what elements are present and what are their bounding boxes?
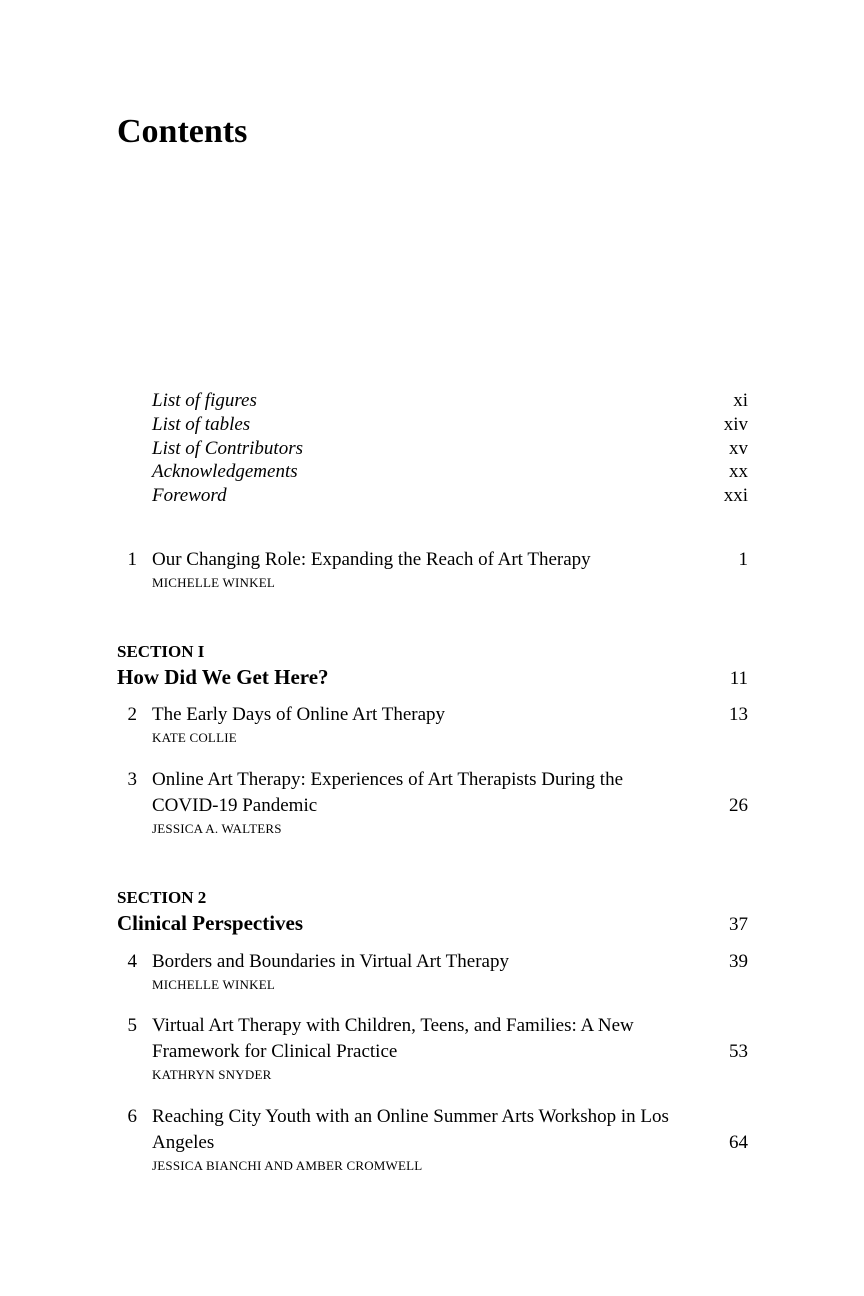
chapter-entry: [117, 767, 748, 837]
chapter-author: JESSICA BIANCHI AND AMBER CROMWELL: [152, 1158, 423, 1173]
chapter-entry: [117, 702, 748, 746]
chapter-page: 64: [729, 1132, 748, 1153]
chapter-author: MICHELLE WINKEL: [152, 977, 275, 992]
chapter-title: Our Changing Role: Expanding the Reach of Art Therapy: [152, 549, 591, 570]
chapter-author: KATHRYN SNYDER: [152, 1067, 272, 1082]
section-label: SECTION 2: [117, 888, 207, 907]
front-matter-item: [152, 413, 748, 437]
section-title: How Did We Get Here?: [117, 665, 329, 689]
section-page: 37: [729, 914, 748, 935]
front-matter-title: List of Contributors: [152, 437, 303, 459]
chapter-number: 2: [127, 704, 137, 725]
chapter-title: Reaching City Youth with an Online Summer Arts Workshop in Los Angeles: [152, 1106, 669, 1153]
front-matter-title: Foreword: [152, 485, 227, 507]
chapter-title: Borders and Boundaries in Virtual Art Therapy: [152, 951, 509, 972]
front-matter-list: [152, 389, 748, 508]
chapter-number: 1: [127, 549, 137, 570]
front-matter-item: [152, 484, 748, 508]
chapter-page: 1: [738, 549, 748, 570]
chapter-number: 6: [127, 1106, 137, 1127]
front-matter-item: [152, 389, 748, 413]
front-matter-page: xv: [729, 437, 748, 459]
chapter-number: 4: [127, 951, 137, 972]
chapter-page: 53: [729, 1041, 748, 1062]
chapter-entry: [117, 949, 748, 993]
chapter-title: Online Art Therapy: Experiences of Art Therapists During the COVID-19 Pandemic: [152, 769, 624, 816]
chapter-page: 13: [729, 704, 748, 725]
section-heading: [117, 888, 748, 940]
section-label: SECTION I: [117, 642, 205, 661]
section-page: 11: [729, 668, 748, 689]
front-matter-page: xx: [729, 461, 748, 483]
front-matter-title: Acknowledgements: [152, 461, 298, 483]
chapter-title: The Early Days of Online Art Therapy: [152, 704, 446, 725]
chapter-entry: [117, 1104, 748, 1174]
section-heading: [117, 642, 748, 694]
front-matter-title: List of figures: [152, 390, 257, 411]
chapter-author: KATE COLLIE: [152, 730, 237, 745]
chapter-entry: [117, 1013, 748, 1083]
chapter-title: Virtual Art Therapy with Children, Teens, and Families: A New Framework for Clinical Practice: [152, 1015, 634, 1062]
chapter-author: MICHELLE WINKEL: [152, 575, 275, 590]
chapter-author: JESSICA A. WALTERS: [152, 821, 282, 836]
front-matter-page: xiv: [723, 413, 748, 435]
chapter-number: 3: [127, 769, 137, 790]
front-matter-item: [152, 437, 748, 461]
chapter-page: 26: [729, 795, 748, 816]
chapter-number: 5: [127, 1015, 137, 1036]
page-title: Contents: [117, 113, 248, 150]
chapter-entry: [117, 547, 748, 591]
front-matter-page: xi: [733, 390, 748, 411]
front-matter-page: xxi: [723, 485, 748, 507]
front-matter-item: [152, 460, 748, 484]
chapter-page: 39: [729, 951, 748, 972]
section-title: Clinical Perspectives: [117, 911, 304, 935]
front-matter-title: List of tables: [152, 413, 251, 435]
